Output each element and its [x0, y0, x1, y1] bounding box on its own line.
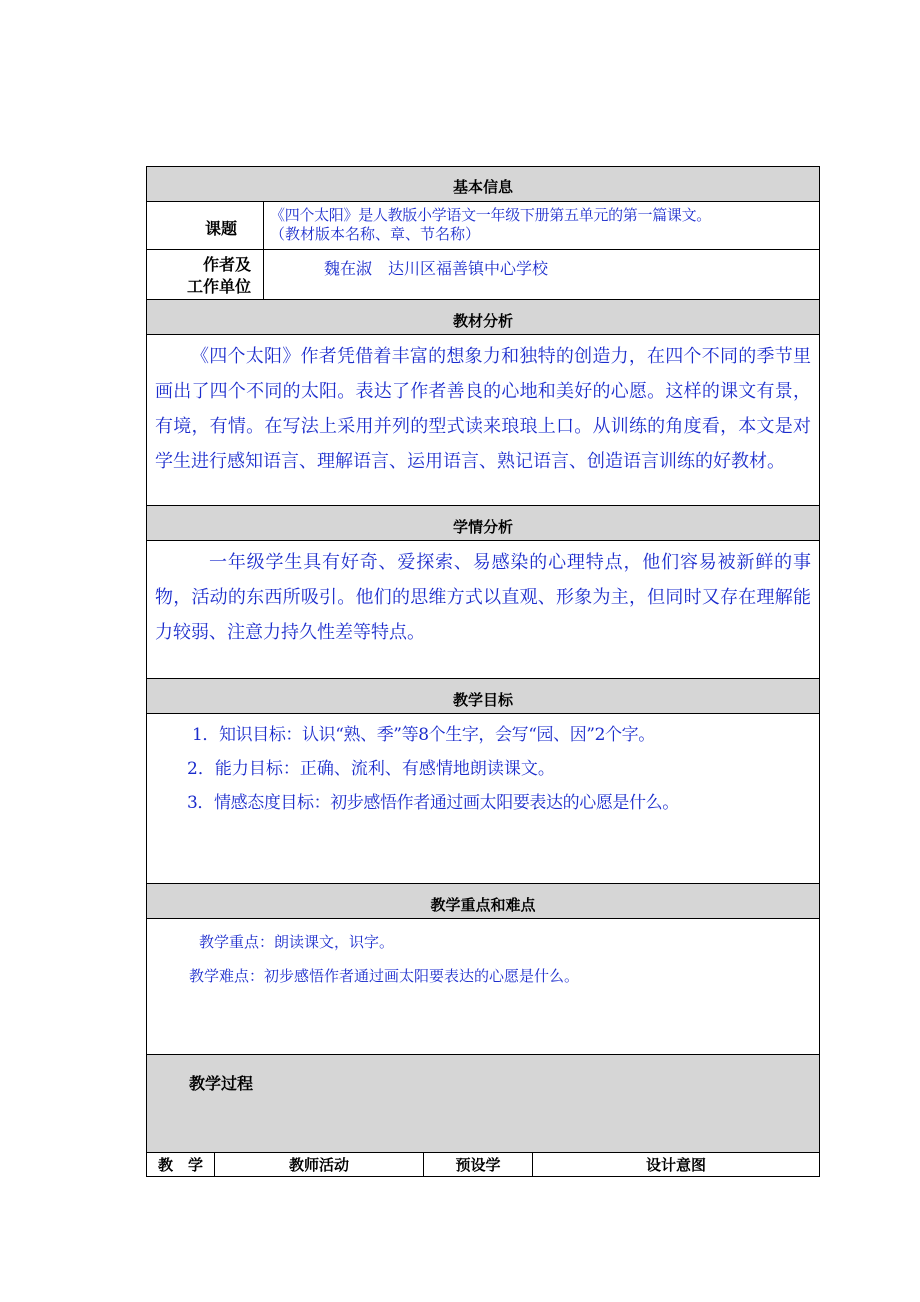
topic-value-cell — [263, 201, 820, 250]
column-header-teaching: 教 学 — [146, 1152, 215, 1177]
topic-line-2: （教材版本名称、章、节名称） — [270, 225, 481, 243]
process-title: 教学过程 — [189, 1074, 254, 1093]
student-analysis-text: 一年级学生具有好奇、爱探索、易感染的心理特点，他们容易被新鲜的事物，活动的东西所吸引。他们的思维方式以直观、形象为主，但同时又存在理解能力较弱、注意力持久性差等特点。 — [146, 540, 820, 679]
section-header-material-analysis: 教材分析 — [146, 299, 820, 335]
section-header-student-analysis: 学情分析 — [146, 505, 820, 541]
goal-item-1: 1．知识目标：认识“熟、季”等8个生字，会写“园、因”2个字。 — [192, 725, 655, 745]
section-header-key-points: 教学重点和难点 — [146, 883, 820, 919]
topic-label-cell — [146, 201, 264, 250]
goal-item-3: 3．情感态度目标：初步感悟作者通过画太阳要表达的心愿是什么。 — [187, 793, 679, 813]
author-value: 魏在淑 达川区福善镇中心学校 — [324, 259, 549, 278]
section-header-teaching-goals: 教学目标 — [146, 678, 820, 714]
teaching-difficulty: 教学难点：初步感悟作者通过画太阳要表达的心愿是什么。 — [189, 967, 580, 985]
process-section — [146, 1054, 820, 1153]
topic-line-1: 《四个太阳》是人教版小学语文一年级下册第五单元的第一篇课文。 — [270, 206, 712, 224]
goal-item-2: 2．能力目标：正确、流利、有感情地朗读课文。 — [187, 759, 555, 779]
column-header-teacher-activity: 教师活动 — [214, 1152, 424, 1177]
author-label-line-1: 作者及 — [202, 255, 251, 274]
author-value-cell — [263, 249, 820, 300]
teaching-goals-list — [146, 713, 820, 884]
teaching-focus: 教学重点：朗读课文，识字。 — [199, 933, 395, 951]
author-label-cell — [146, 249, 264, 300]
section-header-basic-info: 基本信息 — [146, 166, 820, 202]
topic-label: 课题 — [204, 219, 237, 238]
material-analysis-text: 《四个太阳》作者凭借着丰富的想象力和独特的创造力，在四个不同的季节里画出了四个不同的太阳。表达了作者善良的心地和美好的心愿。这样的课文有景，有境，有情。在写法上采用并列的型式读来琅琅上口。从训练的角度看，本文是对学生进行感知语言、理解语言、运用语言、熟记语言、创造语言训练的好教材。 — [146, 334, 820, 506]
column-header-expected-learning: 预设学 — [423, 1152, 533, 1177]
column-header-design-intent: 设计意图 — [532, 1152, 820, 1177]
key-points-body — [146, 918, 820, 1055]
author-label-line-2: 工作单位 — [186, 277, 251, 296]
